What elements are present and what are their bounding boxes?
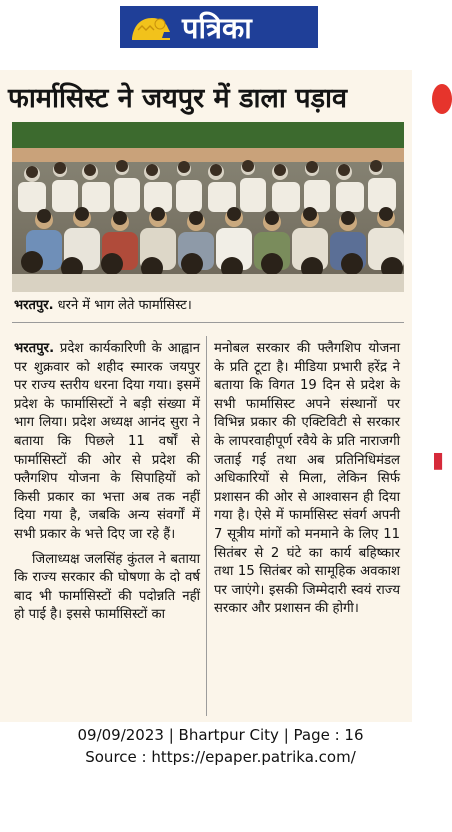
source-link[interactable]: Source : https://epaper.patrika.com/ — [85, 748, 356, 766]
brand-name: पत्रिका — [182, 10, 252, 45]
column-2-paragraph-1: मनोबल सरकार की फ्लैगशिप योजना के प्रति टूटा है। मीडिया प्रभारी हरेंद्र ने बताया कि विगत 19 दिन से प्रदेश के सभी फार्मासिस्ट अपने संस्थानों पर विभिन्न प्रकार की एक्टिविटी से सरकार के लापरवाहीपूर्ण रवैये के प्रति नाराजगी जताई गई तथा अब प्रतिनिधिमंडल अधिकारियों से मिला, लेकिन सिर्फ प्रशासन की ओर से आश्वासन ही दिया गया है। ऐसे में फार्मासिस्ट संवर्ग अपनी 7 सूत्रीय मांगों को मनमाने के लिए 11 सितंबर से 2 घंटे का कार्य बहिष्कार तथा 15 सितंबर को सामूहिक अवकाश पर जाएंगे। इसकी जिम्मेदारी स्वयं राज्य सरकार और प्रशासन की होगी। — [214, 341, 400, 617]
page-footer — [0, 724, 441, 768]
column-1-paragraph-1-text: प्रदेश कार्यकारिणी के आह्वान पर शुक्रवार को शहीद स्मारक जयपुर पर राज्य स्तरीय धरना दिया गया। इसमें प्रदेश के फार्मासिस्टों ने बड़ी संख्या में भाग लिया। प्रदेश अध्यक्ष आनंद सुरा ने बताया कि पिछले 11 वर्षों से फार्मासिस्टों की ओर से प्रदेश की फ्लैगशिप योजना के सिपाहियों को किसी प्रकार का भत्ता अब तक नहीं दिया गया है, जबकि अन्य संवर्गों में सभी प्रकार के भत्ते दिए जा रहे हैं। — [14, 341, 200, 542]
patrika-masthead — [120, 6, 318, 48]
caption-divider — [12, 322, 404, 323]
caption-place: भरतपुर. — [14, 298, 54, 313]
article-headline: फार्मासिस्ट ने जयपुर में डाला पड़ाव — [8, 83, 348, 114]
photo-caption — [14, 294, 404, 318]
dateline: भरतपुर. — [14, 341, 55, 356]
article-column-2 — [214, 340, 400, 619]
lion-logo-icon — [128, 10, 174, 44]
edition-info: 09/09/2023 | Bhartpur City | Page : 16 — [77, 726, 364, 744]
column-divider — [206, 336, 207, 716]
protest-crowd-photo — [12, 122, 404, 292]
article-photo — [12, 122, 404, 292]
column-1-paragraph-2: जिलाध्यक्ष जलसिंह कुंतल ने बताया कि राज्य सरकार की घोषणा के दो वर्ष बाद भी फार्मासिस्टों की पदोन्नति नहीं हो पाई है। इससे फार्मासिस्टों का — [14, 551, 200, 623]
column-1-paragraph-1 — [14, 340, 200, 545]
adjacent-red-badge-icon — [432, 84, 452, 114]
caption-text: धरने में भाग लेते फार्मासिस्ट। — [53, 298, 192, 313]
article-column-1 — [14, 340, 200, 625]
adjacent-clipping-edge — [412, 70, 441, 722]
adjacent-headline-fragment-icon: ▮ — [432, 448, 445, 473]
